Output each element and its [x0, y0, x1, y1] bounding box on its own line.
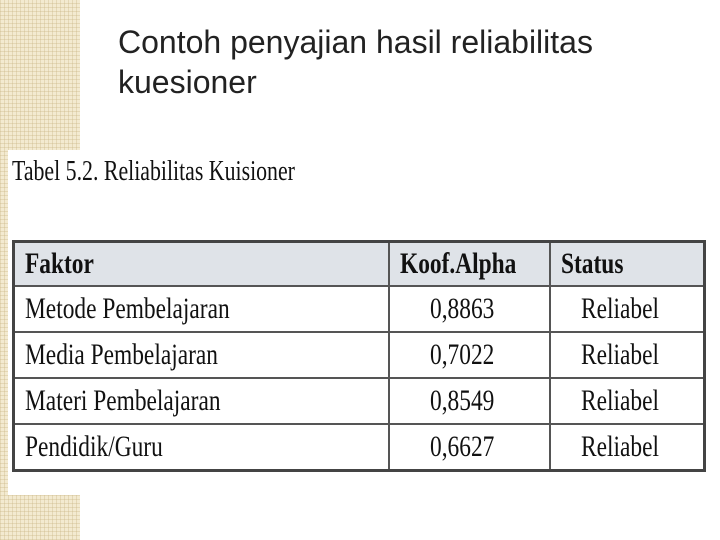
header-status: Status — [550, 242, 705, 287]
cell-alpha: 0,8549 — [389, 378, 550, 424]
cell-status: Reliabel — [550, 424, 705, 471]
table-header-row — [14, 242, 705, 287]
header-faktor: Faktor — [14, 242, 389, 287]
cell-alpha: 0,6627 — [389, 424, 550, 471]
table-row — [14, 332, 705, 378]
header-koof-alpha: Koof.Alpha — [389, 242, 550, 287]
table-row — [14, 286, 705, 332]
cell-faktor: Materi Pembelajaran — [14, 378, 389, 424]
table-image-panel — [8, 150, 710, 495]
reliability-table — [12, 240, 706, 472]
table-row — [14, 378, 705, 424]
cell-alpha: 0,8863 — [389, 286, 550, 332]
slide-title: Contoh penyajian hasil reliabilitas kuesioner — [118, 24, 593, 100]
cell-status: Reliabel — [550, 332, 705, 378]
cell-faktor: Metode Pembelajaran — [14, 286, 389, 332]
table-row — [14, 424, 705, 471]
cell-faktor: Pendidik/Guru — [14, 424, 389, 471]
cell-faktor: Media Pembelajaran — [14, 332, 389, 378]
cell-alpha: 0,7022 — [389, 332, 550, 378]
cell-status: Reliabel — [550, 378, 705, 424]
table-caption: Tabel 5.2. Reliabilitas Kuisioner — [12, 156, 295, 187]
cell-status: Reliabel — [550, 286, 705, 332]
